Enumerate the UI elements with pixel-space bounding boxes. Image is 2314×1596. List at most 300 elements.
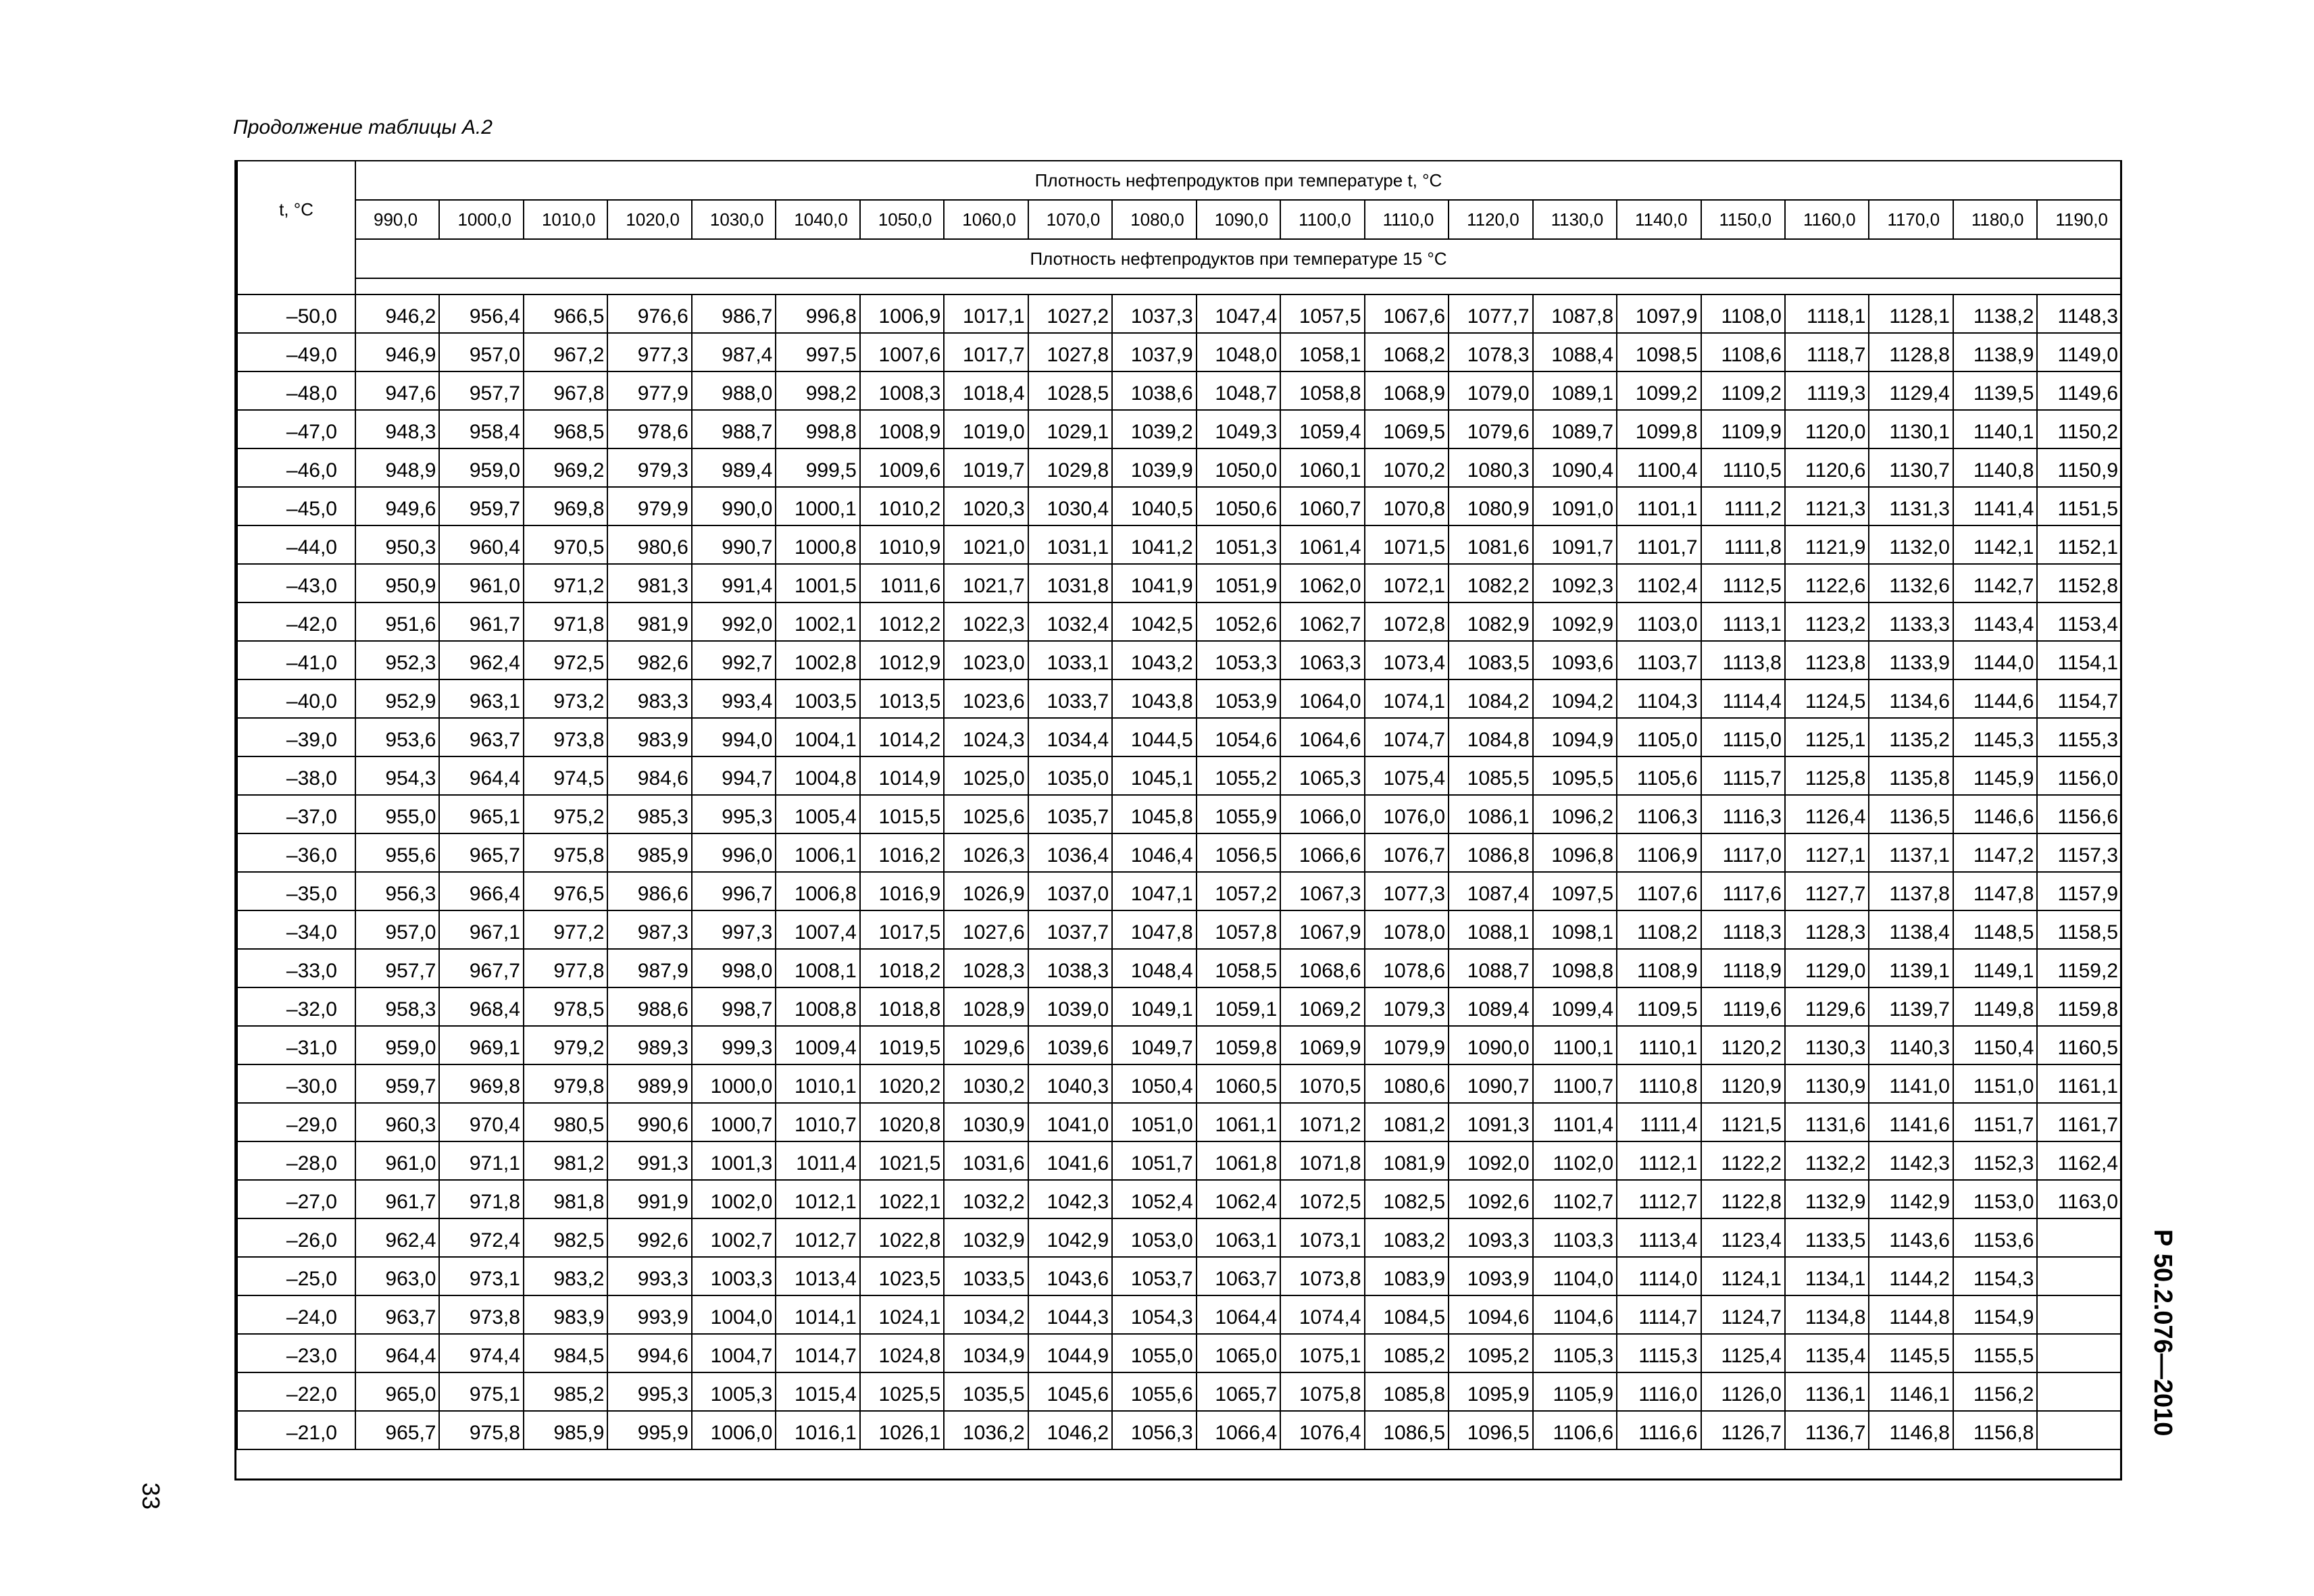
density-cell: 1005,3 [692, 1372, 776, 1411]
density-cell: 1098,8 [1533, 949, 1617, 987]
density-cell: 1000,7 [692, 1103, 776, 1141]
density-cell: 976,6 [607, 294, 691, 333]
density-cell: 960,4 [439, 525, 523, 564]
density-cell: 1101,1 [1617, 487, 1701, 525]
density-cell: 1156,8 [1953, 1411, 2037, 1449]
density-cell: 1100,7 [1533, 1064, 1617, 1103]
density-cell: 1027,6 [944, 910, 1028, 949]
document-code: Р 50.2.076—2010 [2148, 1229, 2177, 1437]
density-cell: 1062,4 [1197, 1180, 1280, 1218]
density-cell: 1082,9 [1449, 602, 1532, 641]
density-cell: 1053,9 [1197, 679, 1280, 718]
density-cell: 1090,0 [1449, 1026, 1532, 1064]
density-cell: 1101,7 [1617, 525, 1701, 564]
temperature-cell: –25,0 [237, 1257, 355, 1295]
density-cell: 1134,8 [1785, 1295, 1869, 1334]
density-cell: 983,9 [607, 718, 691, 756]
density-cell: 986,6 [607, 872, 691, 910]
density-cell: 972,4 [439, 1218, 523, 1257]
density-cell: 1008,9 [860, 410, 944, 448]
density-cell: 1130,9 [1785, 1064, 1869, 1103]
density-column-header: 1030,0 [692, 200, 776, 239]
density-cell: 1086,8 [1449, 833, 1532, 872]
density-cell: 970,4 [439, 1103, 523, 1141]
density-column-header: 1190,0 [2037, 200, 2121, 239]
density-cell: 1118,3 [1701, 910, 1785, 949]
density-cell: 1071,2 [1280, 1103, 1364, 1141]
density-cell: 1150,2 [2037, 410, 2121, 448]
density-cell: 981,8 [524, 1180, 607, 1218]
density-cell: 1033,1 [1028, 641, 1112, 679]
density-cell: 1063,3 [1280, 641, 1364, 679]
density-cell: 1000,1 [776, 487, 859, 525]
density-cell: 958,3 [355, 987, 439, 1026]
density-cell: 1147,2 [1953, 833, 2037, 872]
density-cell: 1102,0 [1533, 1141, 1617, 1180]
density-cell: 956,3 [355, 872, 439, 910]
density-cell: 1022,3 [944, 602, 1028, 641]
temperature-cell: –40,0 [237, 679, 355, 718]
density-cell: 1106,3 [1617, 795, 1701, 833]
density-cell: 971,8 [524, 602, 607, 641]
density-cell: 1109,9 [1701, 410, 1785, 448]
density-cell: 1072,1 [1365, 564, 1449, 602]
density-cell: 981,3 [607, 564, 691, 602]
density-cell: 1053,0 [1112, 1218, 1196, 1257]
density-cell: 1083,9 [1365, 1257, 1449, 1295]
density-cell: 1123,4 [1701, 1218, 1785, 1257]
density-cell: 1016,1 [776, 1411, 859, 1449]
table-row [237, 602, 2121, 641]
density-cell: 1097,9 [1617, 294, 1701, 333]
density-cell: 1091,0 [1533, 487, 1617, 525]
density-cell: 1039,6 [1028, 1026, 1112, 1064]
density-column-header: 1130,0 [1533, 200, 1617, 239]
density-cell: 1137,8 [1869, 872, 1953, 910]
density-cell: 994,7 [692, 756, 776, 795]
density-cell: 1031,8 [1028, 564, 1112, 602]
density-cell: 1126,0 [1701, 1372, 1785, 1411]
density-cell: 993,9 [607, 1295, 691, 1334]
density-cell: 1089,4 [1449, 987, 1532, 1026]
density-cell: 951,6 [355, 602, 439, 641]
density-cell: 1086,1 [1449, 795, 1532, 833]
density-cell: 1080,9 [1449, 487, 1532, 525]
density-cell: 1045,1 [1112, 756, 1196, 795]
density-cell: 1050,4 [1112, 1064, 1196, 1103]
density-cell: 1091,7 [1533, 525, 1617, 564]
density-cell: 1094,6 [1449, 1295, 1532, 1334]
density-cell: 1083,5 [1449, 641, 1532, 679]
density-cell: 1072,8 [1365, 602, 1449, 641]
density-cell: 1154,3 [1953, 1257, 2037, 1295]
density-cell: 1095,9 [1449, 1372, 1532, 1411]
density-column-header: 1170,0 [1869, 200, 1953, 239]
density-cell: 1121,9 [1785, 525, 1869, 564]
density-cell: 946,9 [355, 333, 439, 371]
density-cell: 1142,9 [1869, 1180, 1953, 1218]
density-cell: 1066,4 [1197, 1411, 1280, 1449]
table-row [237, 1372, 2121, 1411]
density-cell: 1157,9 [2037, 872, 2121, 910]
density-cell [2037, 1411, 2121, 1449]
density-cell: 959,7 [355, 1064, 439, 1103]
temperature-cell: –45,0 [237, 487, 355, 525]
density-cell: 1096,8 [1533, 833, 1617, 872]
density-cell: 1079,6 [1449, 410, 1532, 448]
density-cell: 1118,7 [1785, 333, 1869, 371]
density-cell: 1038,6 [1112, 371, 1196, 410]
density-cell: 965,1 [439, 795, 523, 833]
density-cell: 1026,1 [860, 1411, 944, 1449]
density-cell: 1012,9 [860, 641, 944, 679]
density-cell: 1152,8 [2037, 564, 2121, 602]
density-column-header: 1140,0 [1617, 200, 1701, 239]
density-cell: 1010,2 [860, 487, 944, 525]
density-cell: 1028,5 [1028, 371, 1112, 410]
density-cell: 1159,8 [2037, 987, 2121, 1026]
density-cell: 1143,6 [1869, 1218, 1953, 1257]
density-cell: 1053,7 [1112, 1257, 1196, 1295]
density-cell: 1120,9 [1701, 1064, 1785, 1103]
density-cell: 1100,4 [1617, 448, 1701, 487]
density-cell: 981,2 [524, 1141, 607, 1180]
density-cell: 1112,5 [1701, 564, 1785, 602]
temperature-cell: –36,0 [237, 833, 355, 872]
density-cell [2037, 1372, 2121, 1411]
density-cell: 1093,3 [1449, 1218, 1532, 1257]
density-cell: 1144,0 [1953, 641, 2037, 679]
density-cell: 1044,5 [1112, 718, 1196, 756]
table-row [237, 910, 2121, 949]
temperature-cell: –28,0 [237, 1141, 355, 1180]
density-cell: 1089,1 [1533, 371, 1617, 410]
density-cell: 1111,2 [1701, 487, 1785, 525]
density-cell: 992,6 [607, 1218, 691, 1257]
density-cell: 989,4 [692, 448, 776, 487]
density-cell: 1160,5 [2037, 1026, 2121, 1064]
density-cell: 1105,9 [1533, 1372, 1617, 1411]
density-cell: 995,9 [607, 1411, 691, 1449]
density-cell: 1020,8 [860, 1103, 944, 1141]
density-cell: 1056,3 [1112, 1411, 1196, 1449]
density-cell: 1133,9 [1869, 641, 1953, 679]
density-cell: 1074,1 [1365, 679, 1449, 718]
density-cell: 975,8 [524, 833, 607, 872]
density-cell: 949,6 [355, 487, 439, 525]
density-cell: 952,3 [355, 641, 439, 679]
density-column-header: 1010,0 [524, 200, 607, 239]
density-cell: 997,5 [776, 333, 859, 371]
density-cell: 987,4 [692, 333, 776, 371]
density-cell: 1042,9 [1028, 1218, 1112, 1257]
density-cell: 1112,1 [1617, 1141, 1701, 1180]
density-cell: 980,6 [607, 525, 691, 564]
density-cell: 1024,8 [860, 1334, 944, 1372]
density-cell: 1045,6 [1028, 1372, 1112, 1411]
density-cell: 1092,0 [1449, 1141, 1532, 1180]
density-cell: 1070,2 [1365, 448, 1449, 487]
density-cell: 1047,1 [1112, 872, 1196, 910]
density-cell: 1068,2 [1365, 333, 1449, 371]
density-cell: 1032,2 [944, 1180, 1028, 1218]
density-cell: 1115,3 [1617, 1334, 1701, 1372]
density-cell: 1149,8 [1953, 987, 2037, 1026]
density-cell: 1143,4 [1953, 602, 2037, 641]
table-row [237, 564, 2121, 602]
density-cell: 1139,5 [1953, 371, 2037, 410]
density-cell: 971,1 [439, 1141, 523, 1180]
density-column-header: 1070,0 [1028, 200, 1112, 239]
density-cell: 1071,5 [1365, 525, 1449, 564]
density-cell: 1051,9 [1197, 564, 1280, 602]
density-cell: 1075,4 [1365, 756, 1449, 795]
density-column-header: 1180,0 [1953, 200, 2037, 239]
density-cell: 1080,6 [1365, 1064, 1449, 1103]
table-row [237, 1257, 2121, 1295]
density-cell: 1029,8 [1028, 448, 1112, 487]
density-cell: 959,0 [439, 448, 523, 487]
density-cell: 995,3 [607, 1372, 691, 1411]
density-cell: 1081,9 [1365, 1141, 1449, 1180]
density-cell: 963,1 [439, 679, 523, 718]
density-cell: 1138,2 [1953, 294, 2037, 333]
density-cell: 1062,7 [1280, 602, 1364, 641]
density-cell: 1003,5 [776, 679, 859, 718]
density-cell: 1132,0 [1869, 525, 1953, 564]
density-cell: 1021,5 [860, 1141, 944, 1180]
density-cell: 1047,4 [1197, 294, 1280, 333]
density-cell: 1022,1 [860, 1180, 944, 1218]
density-cell: 1107,6 [1617, 872, 1701, 910]
temperature-cell: –34,0 [237, 910, 355, 949]
temperature-cell: –46,0 [237, 448, 355, 487]
density-cell: 1006,8 [776, 872, 859, 910]
density-cell: 974,4 [439, 1334, 523, 1372]
density-cell: 1135,2 [1869, 718, 1953, 756]
density-cell: 1033,7 [1028, 679, 1112, 718]
table-row [237, 294, 2121, 333]
density-cell: 1028,9 [944, 987, 1028, 1026]
table-row [237, 1103, 2121, 1141]
density-cell: 1161,1 [2037, 1064, 2121, 1103]
density-cell: 1149,0 [2037, 333, 2121, 371]
density-cell: 1077,3 [1365, 872, 1449, 910]
density-cell: 1029,6 [944, 1026, 1028, 1064]
density-cell: 1039,0 [1028, 987, 1112, 1026]
density-cell: 1156,2 [1953, 1372, 2037, 1411]
density-cell: 1123,2 [1785, 602, 1869, 641]
density-cell: 955,6 [355, 833, 439, 872]
density-cell: 967,8 [524, 371, 607, 410]
density-cell: 1062,0 [1280, 564, 1364, 602]
density-cell: 1032,9 [944, 1218, 1028, 1257]
density-cell: 1002,7 [692, 1218, 776, 1257]
temperature-cell: –49,0 [237, 333, 355, 371]
density-table [236, 160, 2122, 1450]
density-cell: 1001,5 [776, 564, 859, 602]
density-cell: 993,3 [607, 1257, 691, 1295]
density-cell: 1012,1 [776, 1180, 859, 1218]
density-cell: 1078,3 [1449, 333, 1532, 371]
density-cell: 1138,4 [1869, 910, 1953, 949]
density-cell: 1041,0 [1028, 1103, 1112, 1141]
density-cell: 1034,4 [1028, 718, 1112, 756]
density-cell [2037, 1257, 2121, 1295]
density-cell: 955,0 [355, 795, 439, 833]
density-cell: 1021,0 [944, 525, 1028, 564]
density-cell: 1074,4 [1280, 1295, 1364, 1334]
density-cell: 1001,3 [692, 1141, 776, 1180]
density-cell: 1123,8 [1785, 641, 1869, 679]
temperature-cell: –26,0 [237, 1218, 355, 1257]
density-cell: 1125,1 [1785, 718, 1869, 756]
density-cell: 1057,2 [1197, 872, 1280, 910]
density-cell: 1017,1 [944, 294, 1028, 333]
density-cell: 1136,5 [1869, 795, 1953, 833]
density-cell: 1114,0 [1617, 1257, 1701, 1295]
density-cell: 1014,9 [860, 756, 944, 795]
density-cell: 1150,9 [2037, 448, 2121, 487]
density-cell: 1025,0 [944, 756, 1028, 795]
temperature-cell: –44,0 [237, 525, 355, 564]
density-cell: 958,4 [439, 410, 523, 448]
density-cell: 1099,2 [1617, 371, 1701, 410]
table-row [237, 1180, 2121, 1218]
density-column-header: 1110,0 [1365, 200, 1449, 239]
density-cell: 985,9 [524, 1411, 607, 1449]
density-cell: 1050,0 [1197, 448, 1280, 487]
density-cell: 973,2 [524, 679, 607, 718]
density-cell: 1008,1 [776, 949, 859, 987]
temperature-cell: –30,0 [237, 1064, 355, 1103]
table-row [237, 679, 2121, 718]
density-cell: 1145,3 [1953, 718, 2037, 756]
table-row [237, 333, 2121, 371]
density-cell: 1019,5 [860, 1026, 944, 1064]
density-cell: 1140,8 [1953, 448, 2037, 487]
density-cell: 1135,8 [1869, 756, 1953, 795]
density-cell: 1134,6 [1869, 679, 1953, 718]
density-cell: 1100,1 [1533, 1026, 1617, 1064]
density-cell: 978,6 [607, 410, 691, 448]
density-cell [2037, 1295, 2121, 1334]
density-cell: 1083,2 [1365, 1218, 1449, 1257]
density-cell: 1113,1 [1701, 602, 1785, 641]
density-cell: 1059,1 [1197, 987, 1280, 1026]
density-cell: 1034,9 [944, 1334, 1028, 1372]
density-cell: 1026,9 [944, 872, 1028, 910]
density-column-header: 1160,0 [1785, 200, 1869, 239]
density-cell: 1120,6 [1785, 448, 1869, 487]
density-cell: 1151,7 [1953, 1103, 2037, 1141]
temperature-cell: –27,0 [237, 1180, 355, 1218]
density-cell: 1136,7 [1785, 1411, 1869, 1449]
table-row [237, 1295, 2121, 1334]
density-cell: 1104,3 [1617, 679, 1701, 718]
density-cell: 1016,9 [860, 872, 944, 910]
density-cell: 1011,6 [860, 564, 944, 602]
density-cell: 1063,1 [1197, 1218, 1280, 1257]
density-cell: 1010,7 [776, 1103, 859, 1141]
density-cell: 1155,5 [1953, 1334, 2037, 1372]
temperature-cell: –39,0 [237, 718, 355, 756]
density-column-header: 1050,0 [860, 200, 944, 239]
density-cell: 953,6 [355, 718, 439, 756]
density-cell: 1014,7 [776, 1334, 859, 1372]
density-cell: 1124,5 [1785, 679, 1869, 718]
density-cell: 1124,7 [1701, 1295, 1785, 1334]
density-cell: 975,2 [524, 795, 607, 833]
density-cell: 977,2 [524, 910, 607, 949]
density-cell: 1067,3 [1280, 872, 1364, 910]
density-cell: 1114,4 [1701, 679, 1785, 718]
density-cell: 1129,4 [1869, 371, 1953, 410]
density-cell: 950,3 [355, 525, 439, 564]
table-row [237, 487, 2121, 525]
density-cell: 1105,3 [1533, 1334, 1617, 1372]
density-cell: 973,8 [439, 1295, 523, 1334]
density-cell: 1000,0 [692, 1064, 776, 1103]
density-cell: 1148,5 [1953, 910, 2037, 949]
density-cell: 993,4 [692, 679, 776, 718]
density-cell: 1119,3 [1785, 371, 1869, 410]
density-cell: 1134,1 [1785, 1257, 1869, 1295]
temperature-cell: –41,0 [237, 641, 355, 679]
density-cell: 982,6 [607, 641, 691, 679]
density-cell: 975,8 [439, 1411, 523, 1449]
density-cell: 1085,8 [1365, 1372, 1449, 1411]
density-column-header: 990,0 [355, 200, 439, 239]
density-cell: 999,3 [692, 1026, 776, 1064]
density-cell: 1051,0 [1112, 1103, 1196, 1141]
density-cell: 1096,5 [1449, 1411, 1532, 1449]
density-cell: 1131,6 [1785, 1103, 1869, 1141]
density-cell: 1161,7 [2037, 1103, 2121, 1141]
density-cell: 1002,1 [776, 602, 859, 641]
density-cell: 1066,0 [1280, 795, 1364, 833]
density-cell: 1046,2 [1028, 1411, 1112, 1449]
density-cell: 1122,6 [1785, 564, 1869, 602]
density-cell: 992,7 [692, 641, 776, 679]
density-cell [2037, 1218, 2121, 1257]
density-cell: 998,2 [776, 371, 859, 410]
density-cell: 1073,4 [1365, 641, 1449, 679]
density-cell: 977,3 [607, 333, 691, 371]
density-cell: 1125,4 [1701, 1334, 1785, 1372]
density-cell: 1098,5 [1617, 333, 1701, 371]
density-cell: 968,4 [439, 987, 523, 1026]
density-cell: 1015,5 [860, 795, 944, 833]
density-cell: 967,7 [439, 949, 523, 987]
density-cell: 1069,9 [1280, 1026, 1364, 1064]
density-cell: 996,7 [692, 872, 776, 910]
density-cell: 1102,4 [1617, 564, 1701, 602]
density-cell: 1148,3 [2037, 294, 2121, 333]
density-cell: 1113,8 [1701, 641, 1785, 679]
density-cell: 956,4 [439, 294, 523, 333]
density-cell: 947,6 [355, 371, 439, 410]
density-cell: 1018,4 [944, 371, 1028, 410]
density-cell: 1071,8 [1280, 1141, 1364, 1180]
density-cell: 1139,1 [1869, 949, 1953, 987]
density-cell: 1093,9 [1449, 1257, 1532, 1295]
density-cell: 1089,7 [1533, 410, 1617, 448]
density-cell: 1110,5 [1701, 448, 1785, 487]
density-cell: 1117,6 [1701, 872, 1785, 910]
density-cell: 1090,4 [1533, 448, 1617, 487]
density-cell: 1116,0 [1617, 1372, 1701, 1411]
